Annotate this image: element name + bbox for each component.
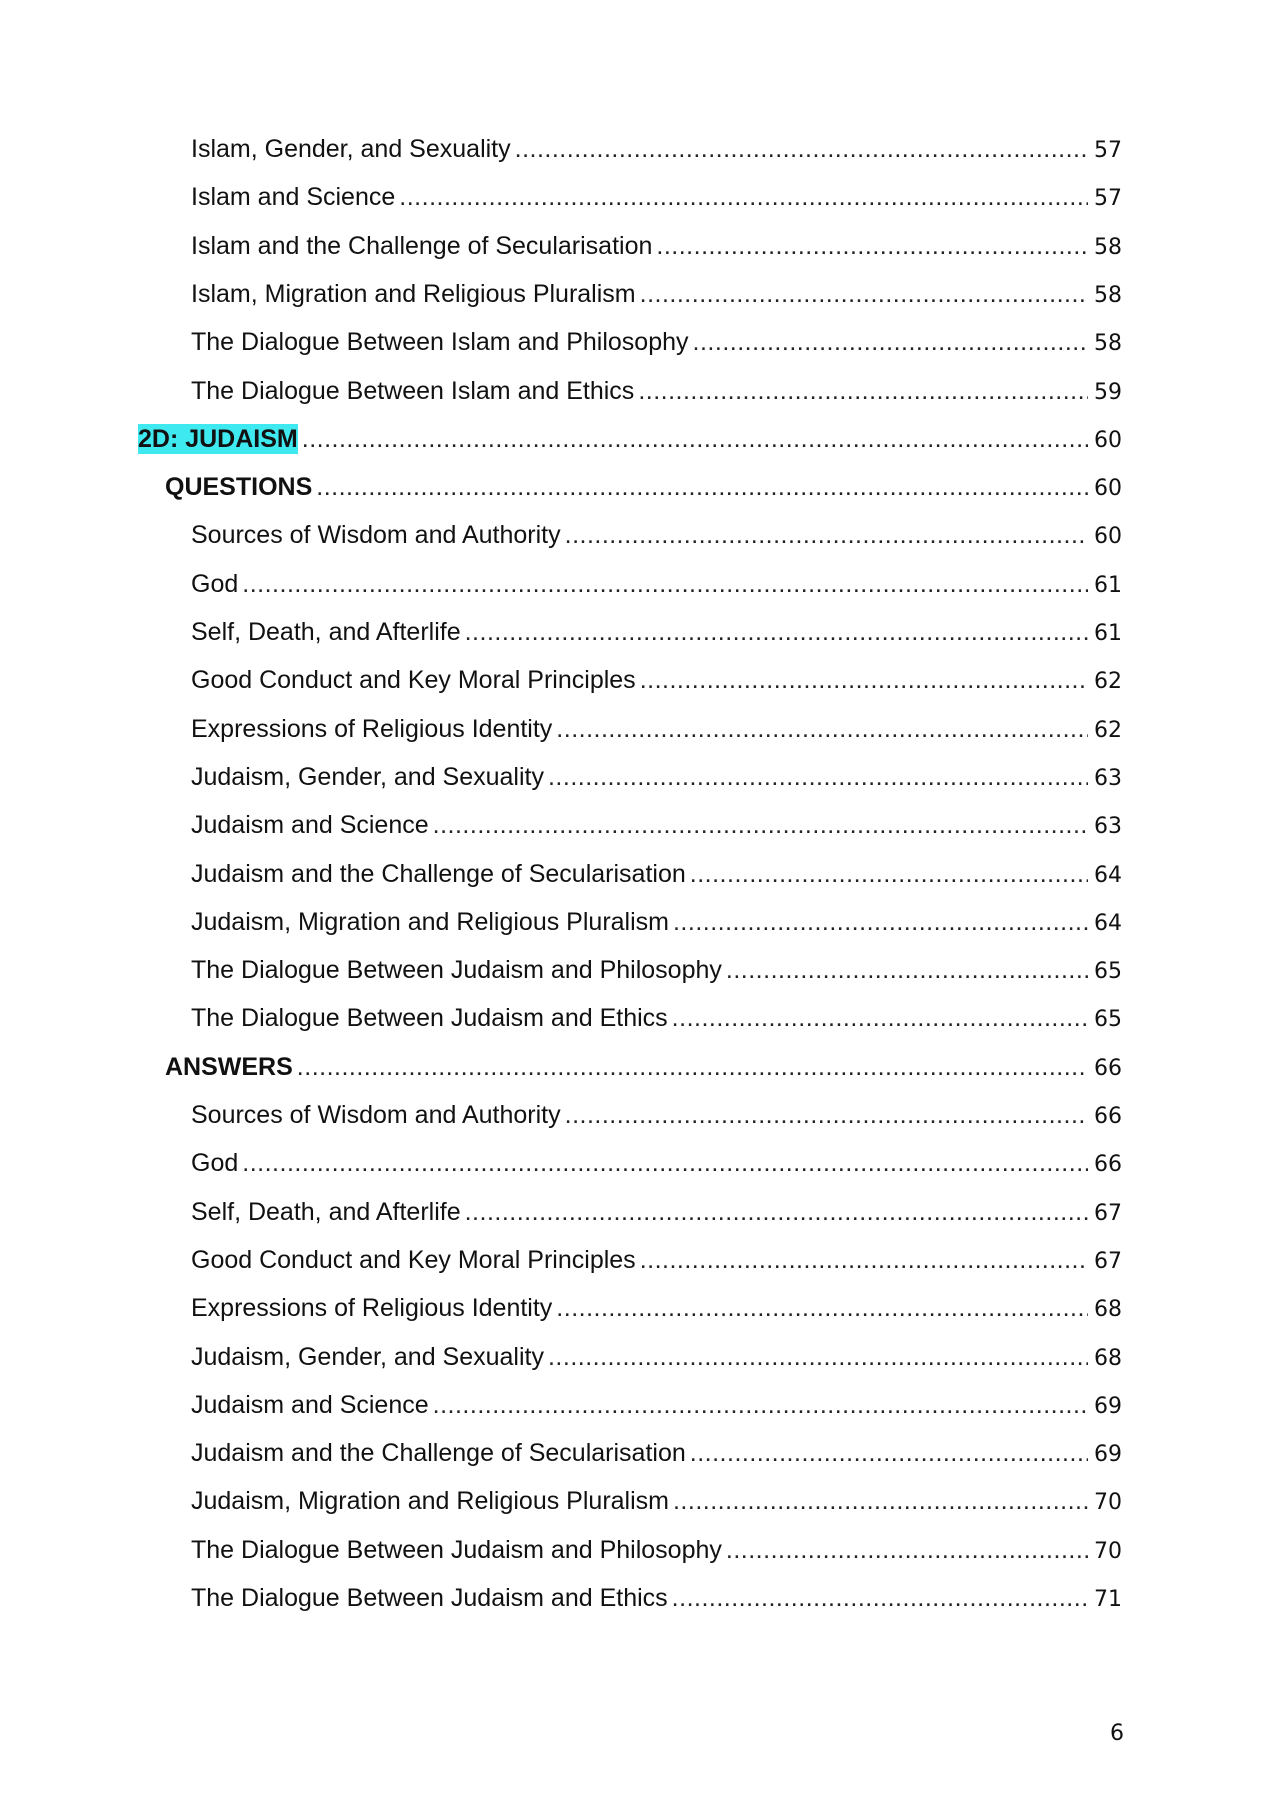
toc-entry-page: 60 bbox=[1094, 428, 1122, 453]
dot-leader bbox=[548, 1342, 1088, 1372]
toc-entry[interactable] bbox=[191, 134, 1122, 164]
toc-entry-title: Good Conduct and Key Moral Principles bbox=[191, 1246, 636, 1274]
toc-heading[interactable] bbox=[165, 1052, 1122, 1082]
toc-entry[interactable] bbox=[191, 569, 1122, 599]
toc-entry-title: Expressions of Religious Identity bbox=[191, 715, 553, 743]
toc-entry[interactable] bbox=[191, 182, 1122, 212]
toc-entry-title: Judaism, Migration and Religious Pluralism bbox=[191, 908, 669, 936]
toc-entry-title: God bbox=[191, 570, 239, 598]
dot-leader bbox=[638, 376, 1088, 406]
dot-leader bbox=[693, 327, 1088, 357]
dot-leader bbox=[556, 714, 1088, 744]
toc-entry[interactable] bbox=[191, 1438, 1122, 1468]
toc-entry-page: 63 bbox=[1094, 814, 1122, 839]
dot-leader bbox=[690, 859, 1088, 889]
toc-entry-title: The Dialogue Between Islam and Philosophy bbox=[191, 328, 689, 356]
dot-leader bbox=[673, 1486, 1088, 1516]
toc-entry[interactable] bbox=[191, 1100, 1122, 1130]
dot-leader bbox=[726, 1535, 1088, 1565]
dot-leader bbox=[556, 1293, 1088, 1323]
toc-entry-title: God bbox=[191, 1149, 239, 1177]
toc-entry-page: 60 bbox=[1094, 476, 1122, 501]
toc-entry-title: Judaism, Gender, and Sexuality bbox=[191, 763, 544, 791]
toc-entry-page: 61 bbox=[1094, 573, 1122, 598]
toc-entry-page: 66 bbox=[1094, 1152, 1122, 1177]
toc-entry[interactable] bbox=[191, 859, 1122, 889]
toc-entry-page: 65 bbox=[1094, 959, 1122, 984]
dot-leader bbox=[640, 1245, 1088, 1275]
toc-entry-page: 70 bbox=[1094, 1539, 1122, 1564]
toc-entry[interactable] bbox=[191, 1293, 1122, 1323]
dot-leader bbox=[433, 810, 1088, 840]
dot-leader bbox=[565, 1100, 1088, 1130]
toc-entry[interactable] bbox=[191, 520, 1122, 550]
toc-entry[interactable] bbox=[191, 617, 1122, 647]
toc-entry-page: 64 bbox=[1094, 863, 1122, 888]
toc-entry[interactable] bbox=[191, 327, 1122, 357]
toc-entry-title: The Dialogue Between Judaism and Philosophy bbox=[191, 956, 722, 984]
toc-entry-page: 68 bbox=[1094, 1346, 1122, 1371]
dot-leader bbox=[465, 617, 1088, 647]
dot-leader bbox=[515, 134, 1088, 164]
dot-leader bbox=[640, 665, 1088, 695]
toc-entry-title: The Dialogue Between Islam and Ethics bbox=[191, 377, 635, 405]
toc-entry-page: 57 bbox=[1094, 138, 1122, 163]
dot-leader bbox=[656, 231, 1088, 261]
dot-leader bbox=[726, 955, 1088, 985]
toc-entry-page: 66 bbox=[1094, 1104, 1122, 1129]
toc-entry-title: The Dialogue Between Judaism and Ethics bbox=[191, 1004, 668, 1032]
toc-entry[interactable] bbox=[191, 665, 1122, 695]
toc-entry-title: Sources of Wisdom and Authority bbox=[191, 1101, 561, 1129]
dot-leader bbox=[640, 279, 1088, 309]
dot-leader bbox=[316, 472, 1088, 502]
toc-entry[interactable] bbox=[191, 376, 1122, 406]
dot-leader bbox=[242, 1148, 1088, 1178]
dot-leader bbox=[672, 1003, 1088, 1033]
dot-leader bbox=[672, 1583, 1088, 1613]
toc-entry-title: Islam, Gender, and Sexuality bbox=[191, 135, 511, 163]
page-number: 6 bbox=[1110, 1721, 1124, 1746]
dot-leader bbox=[673, 907, 1088, 937]
toc-entry-title: The Dialogue Between Judaism and Ethics bbox=[191, 1584, 668, 1612]
dot-leader bbox=[297, 1052, 1088, 1082]
dot-leader bbox=[302, 424, 1088, 454]
dot-leader bbox=[399, 182, 1088, 212]
toc-entry-page: 65 bbox=[1094, 1007, 1122, 1032]
toc-entry-page: 58 bbox=[1094, 331, 1122, 356]
toc-entry-title: Judaism and the Challenge of Secularisation bbox=[191, 860, 686, 888]
toc-entry[interactable] bbox=[191, 1245, 1122, 1275]
toc-entry-page: 67 bbox=[1094, 1249, 1122, 1274]
dot-leader bbox=[242, 569, 1088, 599]
toc-entry-page: 69 bbox=[1094, 1394, 1122, 1419]
toc-entry-page: 61 bbox=[1094, 621, 1122, 646]
toc-entry[interactable] bbox=[191, 907, 1122, 937]
toc-entry-page: 60 bbox=[1094, 524, 1122, 549]
toc-entry-page: 62 bbox=[1094, 718, 1122, 743]
toc-entry-page: 68 bbox=[1094, 1297, 1122, 1322]
toc-entry[interactable] bbox=[191, 1535, 1122, 1565]
toc-entry-title: Good Conduct and Key Moral Principles bbox=[191, 666, 636, 694]
toc-entry-page: 59 bbox=[1094, 380, 1122, 405]
toc-entry[interactable] bbox=[191, 1148, 1122, 1178]
toc-entry[interactable] bbox=[191, 1390, 1122, 1420]
toc-entry[interactable] bbox=[191, 1486, 1122, 1516]
dot-leader bbox=[548, 762, 1088, 792]
toc-entry-page: 62 bbox=[1094, 669, 1122, 694]
toc-entry[interactable] bbox=[191, 1003, 1122, 1033]
toc-entry-title: QUESTIONS bbox=[165, 473, 313, 501]
dot-leader bbox=[465, 1197, 1088, 1227]
toc-entry-title: ANSWERS bbox=[165, 1053, 293, 1081]
toc-entry-title: The Dialogue Between Judaism and Philosophy bbox=[191, 1536, 722, 1564]
toc-entry-title: Self, Death, and Afterlife bbox=[191, 618, 461, 646]
toc-entry[interactable] bbox=[191, 231, 1122, 261]
toc-entry[interactable] bbox=[191, 1197, 1122, 1227]
toc-entry-title: 2D: JUDAISM bbox=[138, 425, 298, 453]
toc-heading[interactable] bbox=[138, 424, 1122, 454]
toc-entry[interactable] bbox=[191, 714, 1122, 744]
toc-entry-title: Self, Death, and Afterlife bbox=[191, 1198, 461, 1226]
toc-heading[interactable] bbox=[165, 472, 1122, 502]
toc-entry[interactable] bbox=[191, 279, 1122, 309]
toc-entry-title: Judaism, Gender, and Sexuality bbox=[191, 1343, 544, 1371]
dot-leader bbox=[433, 1390, 1088, 1420]
dot-leader bbox=[565, 520, 1088, 550]
toc-entry-page: 63 bbox=[1094, 766, 1122, 791]
toc-entry-page: 69 bbox=[1094, 1442, 1122, 1467]
toc-entry-page: 70 bbox=[1094, 1490, 1122, 1515]
toc-entry[interactable] bbox=[191, 762, 1122, 792]
toc-entry-title: Judaism and Science bbox=[191, 1391, 429, 1419]
toc-entry[interactable] bbox=[191, 810, 1122, 840]
toc-entry-page: 67 bbox=[1094, 1201, 1122, 1226]
toc-entry-title: Sources of Wisdom and Authority bbox=[191, 521, 561, 549]
toc-entry-title: Judaism and the Challenge of Secularisation bbox=[191, 1439, 686, 1467]
toc-entry-title: Islam, Migration and Religious Pluralism bbox=[191, 280, 636, 308]
toc-entry-title: Islam and the Challenge of Secularisation bbox=[191, 232, 653, 260]
toc-entry-page: 58 bbox=[1094, 283, 1122, 308]
toc-entry-title: Judaism, Migration and Religious Pluralism bbox=[191, 1487, 669, 1515]
toc-entry[interactable] bbox=[191, 1342, 1122, 1372]
toc-entry-title: Judaism and Science bbox=[191, 811, 429, 839]
toc-entry-page: 57 bbox=[1094, 186, 1122, 211]
toc-entry-page: 66 bbox=[1094, 1056, 1122, 1081]
toc-entry-title: Expressions of Religious Identity bbox=[191, 1294, 553, 1322]
dot-leader bbox=[690, 1438, 1088, 1468]
toc-entry-page: 71 bbox=[1094, 1587, 1122, 1612]
toc-entry-page: 58 bbox=[1094, 235, 1122, 260]
toc-entry-title: Islam and Science bbox=[191, 183, 396, 211]
toc-entry[interactable] bbox=[191, 1583, 1122, 1613]
toc-entry-page: 64 bbox=[1094, 911, 1122, 936]
toc-entry[interactable] bbox=[191, 955, 1122, 985]
